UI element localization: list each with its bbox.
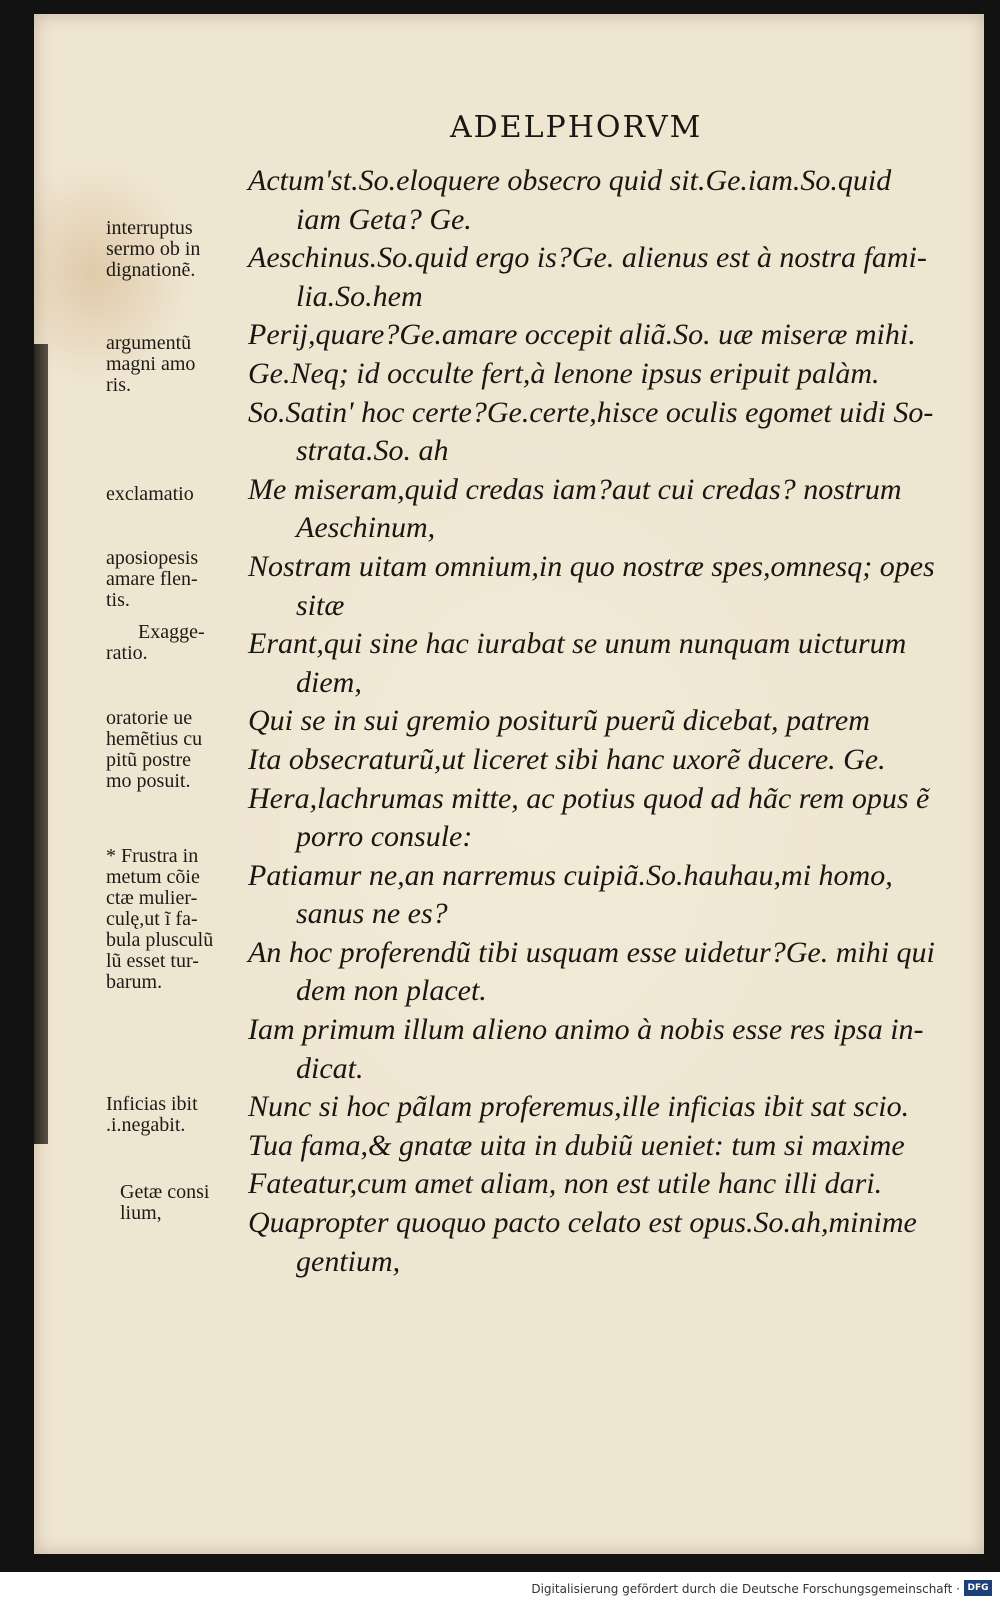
text-line: sitæ [296, 588, 345, 622]
margin-note [106, 484, 194, 505]
text-line: dicat. [296, 1051, 364, 1085]
margin-note-line: culę,ut ĩ fa- [106, 908, 198, 930]
text-line: diem, [296, 665, 362, 699]
text-line: strata.So. ah [296, 434, 449, 468]
margin-note-line: hemẽtius cu [106, 728, 203, 750]
text-line: sanus ne es? [296, 897, 448, 931]
margin-note-line: pitũ postre [106, 749, 191, 771]
margin-note-line: dignationẽ. [106, 259, 196, 281]
margin-note-line: amare flen- [106, 568, 198, 590]
dfg-logo: DFG [964, 1580, 992, 1596]
margin-note-line: magni amo [106, 353, 196, 375]
margin-note-line: oratorie ue [106, 707, 193, 729]
margin-note-line: ctæ mulier- [106, 887, 198, 909]
margin-note [106, 548, 198, 611]
text-line: Aeschinus.So.quid ergo is?Ge. alienus est à nostra fami- [248, 241, 927, 275]
margin-note-line: metum cõie [106, 866, 200, 888]
margin-note-line: ratio. [106, 642, 148, 664]
margin-note-line: exclamatio [106, 483, 194, 505]
margin-note-line: aposiopesis [106, 547, 199, 569]
margin-note-line: Getæ consi [120, 1181, 210, 1203]
text-line: Tua fama,& gnatæ uita in dubiũ ueniet: tum si maxime [248, 1128, 905, 1162]
margin-note-line: mo posuit. [106, 770, 191, 792]
margin-note-line: sermo ob in [106, 238, 201, 260]
text-line: Quapropter quoquo pacto celato est opus.So.ah,minime [248, 1206, 917, 1240]
text-line: Ita obsecraturũ,ut liceret sibi hanc uxorẽ ducere. Ge. [248, 742, 886, 776]
margin-note [106, 846, 213, 993]
text-line: dem non placet. [296, 974, 487, 1008]
text-line: Aeschinum, [296, 511, 436, 545]
margin-note-line: .i.negabit. [106, 1114, 186, 1136]
margin-note-line: lũ esset tur- [106, 950, 199, 972]
margin-note-line: * Frustra in [106, 845, 199, 867]
margin-note [106, 1094, 198, 1136]
margin-note-line: bula plusculũ [106, 929, 214, 951]
margin-note [106, 218, 200, 281]
margin-note-line: Inficias ibit [106, 1093, 198, 1115]
text-line: Nostram uitam omnium,in quo nostræ spes,omnesq; opes [248, 549, 935, 583]
footer-bar [0, 1572, 1000, 1608]
binding-edge [34, 344, 48, 1144]
text-line: Nunc si hoc pãlam proferemus,ille inficias ibit sat scio. [248, 1090, 910, 1124]
text-line: Actum'st.So.eloquere obsecro quid sit.Ge.iam.So.quid [248, 164, 892, 197]
margin-note [106, 621, 205, 664]
margin-note [106, 333, 195, 396]
text-line: Fateatur,cum amet aliam, non est utile hanc illi dari. [248, 1167, 883, 1201]
text-line: Ge.Neq; id occulte fert,à lenone ipsus eripuit palàm. [248, 356, 880, 390]
running-header: ADELPHORVM [450, 110, 703, 145]
text-line: porro consule: [296, 820, 473, 854]
funding-credit: Digitalisierung gefördert durch die Deutsche Forschungsgemeinschaft · [531, 1582, 960, 1596]
text-line: gentium, [296, 1244, 401, 1278]
main-text-block [248, 162, 935, 1281]
text-line: So.Satin' hoc certe?Ge.certe,hisce oculis egomet uidi So- [248, 395, 934, 429]
margin-note-line: lium, [120, 1202, 162, 1224]
text-line: lia.So.hem [296, 279, 423, 313]
text-line: Qui se in sui gremio positurũ puerũ dicebat, patrem [248, 704, 870, 738]
text-line: An hoc proferendũ tibi usquam esse uidetur?Ge. mihi qui [248, 935, 935, 969]
margin-note-line: Exagge- [138, 621, 205, 643]
margin-note-line: ris. [106, 374, 131, 396]
text-line: Patiamur ne,an narremus cuipiã.So.hauhau,mi homo, [248, 858, 893, 892]
margin-note-line: tis. [106, 589, 130, 611]
margin-note-line: interruptus [106, 217, 193, 239]
text-line: Hera,lachrumas mitte, ac potius quod ad hãc rem opus ẽ [248, 781, 930, 815]
text-line: Iam primum illum alieno animo à nobis esse res ipsa in- [248, 1013, 924, 1047]
margin-note [120, 1182, 209, 1224]
margin-note-line: argumentũ [106, 332, 192, 354]
margin-note-line: barum. [106, 971, 163, 993]
text-line: Erant,qui sine hac iurabat se unum nunquam uicturum [248, 627, 907, 661]
text-line: Perij,quare?Ge.amare occepit aliã.So. uæ miseræ mihi. [248, 318, 916, 352]
text-line: iam Geta? Ge. [296, 202, 472, 236]
text-line: Me miseram,quid credas iam?aut cui credas? nostrum [248, 472, 902, 506]
margin-note [106, 708, 202, 792]
